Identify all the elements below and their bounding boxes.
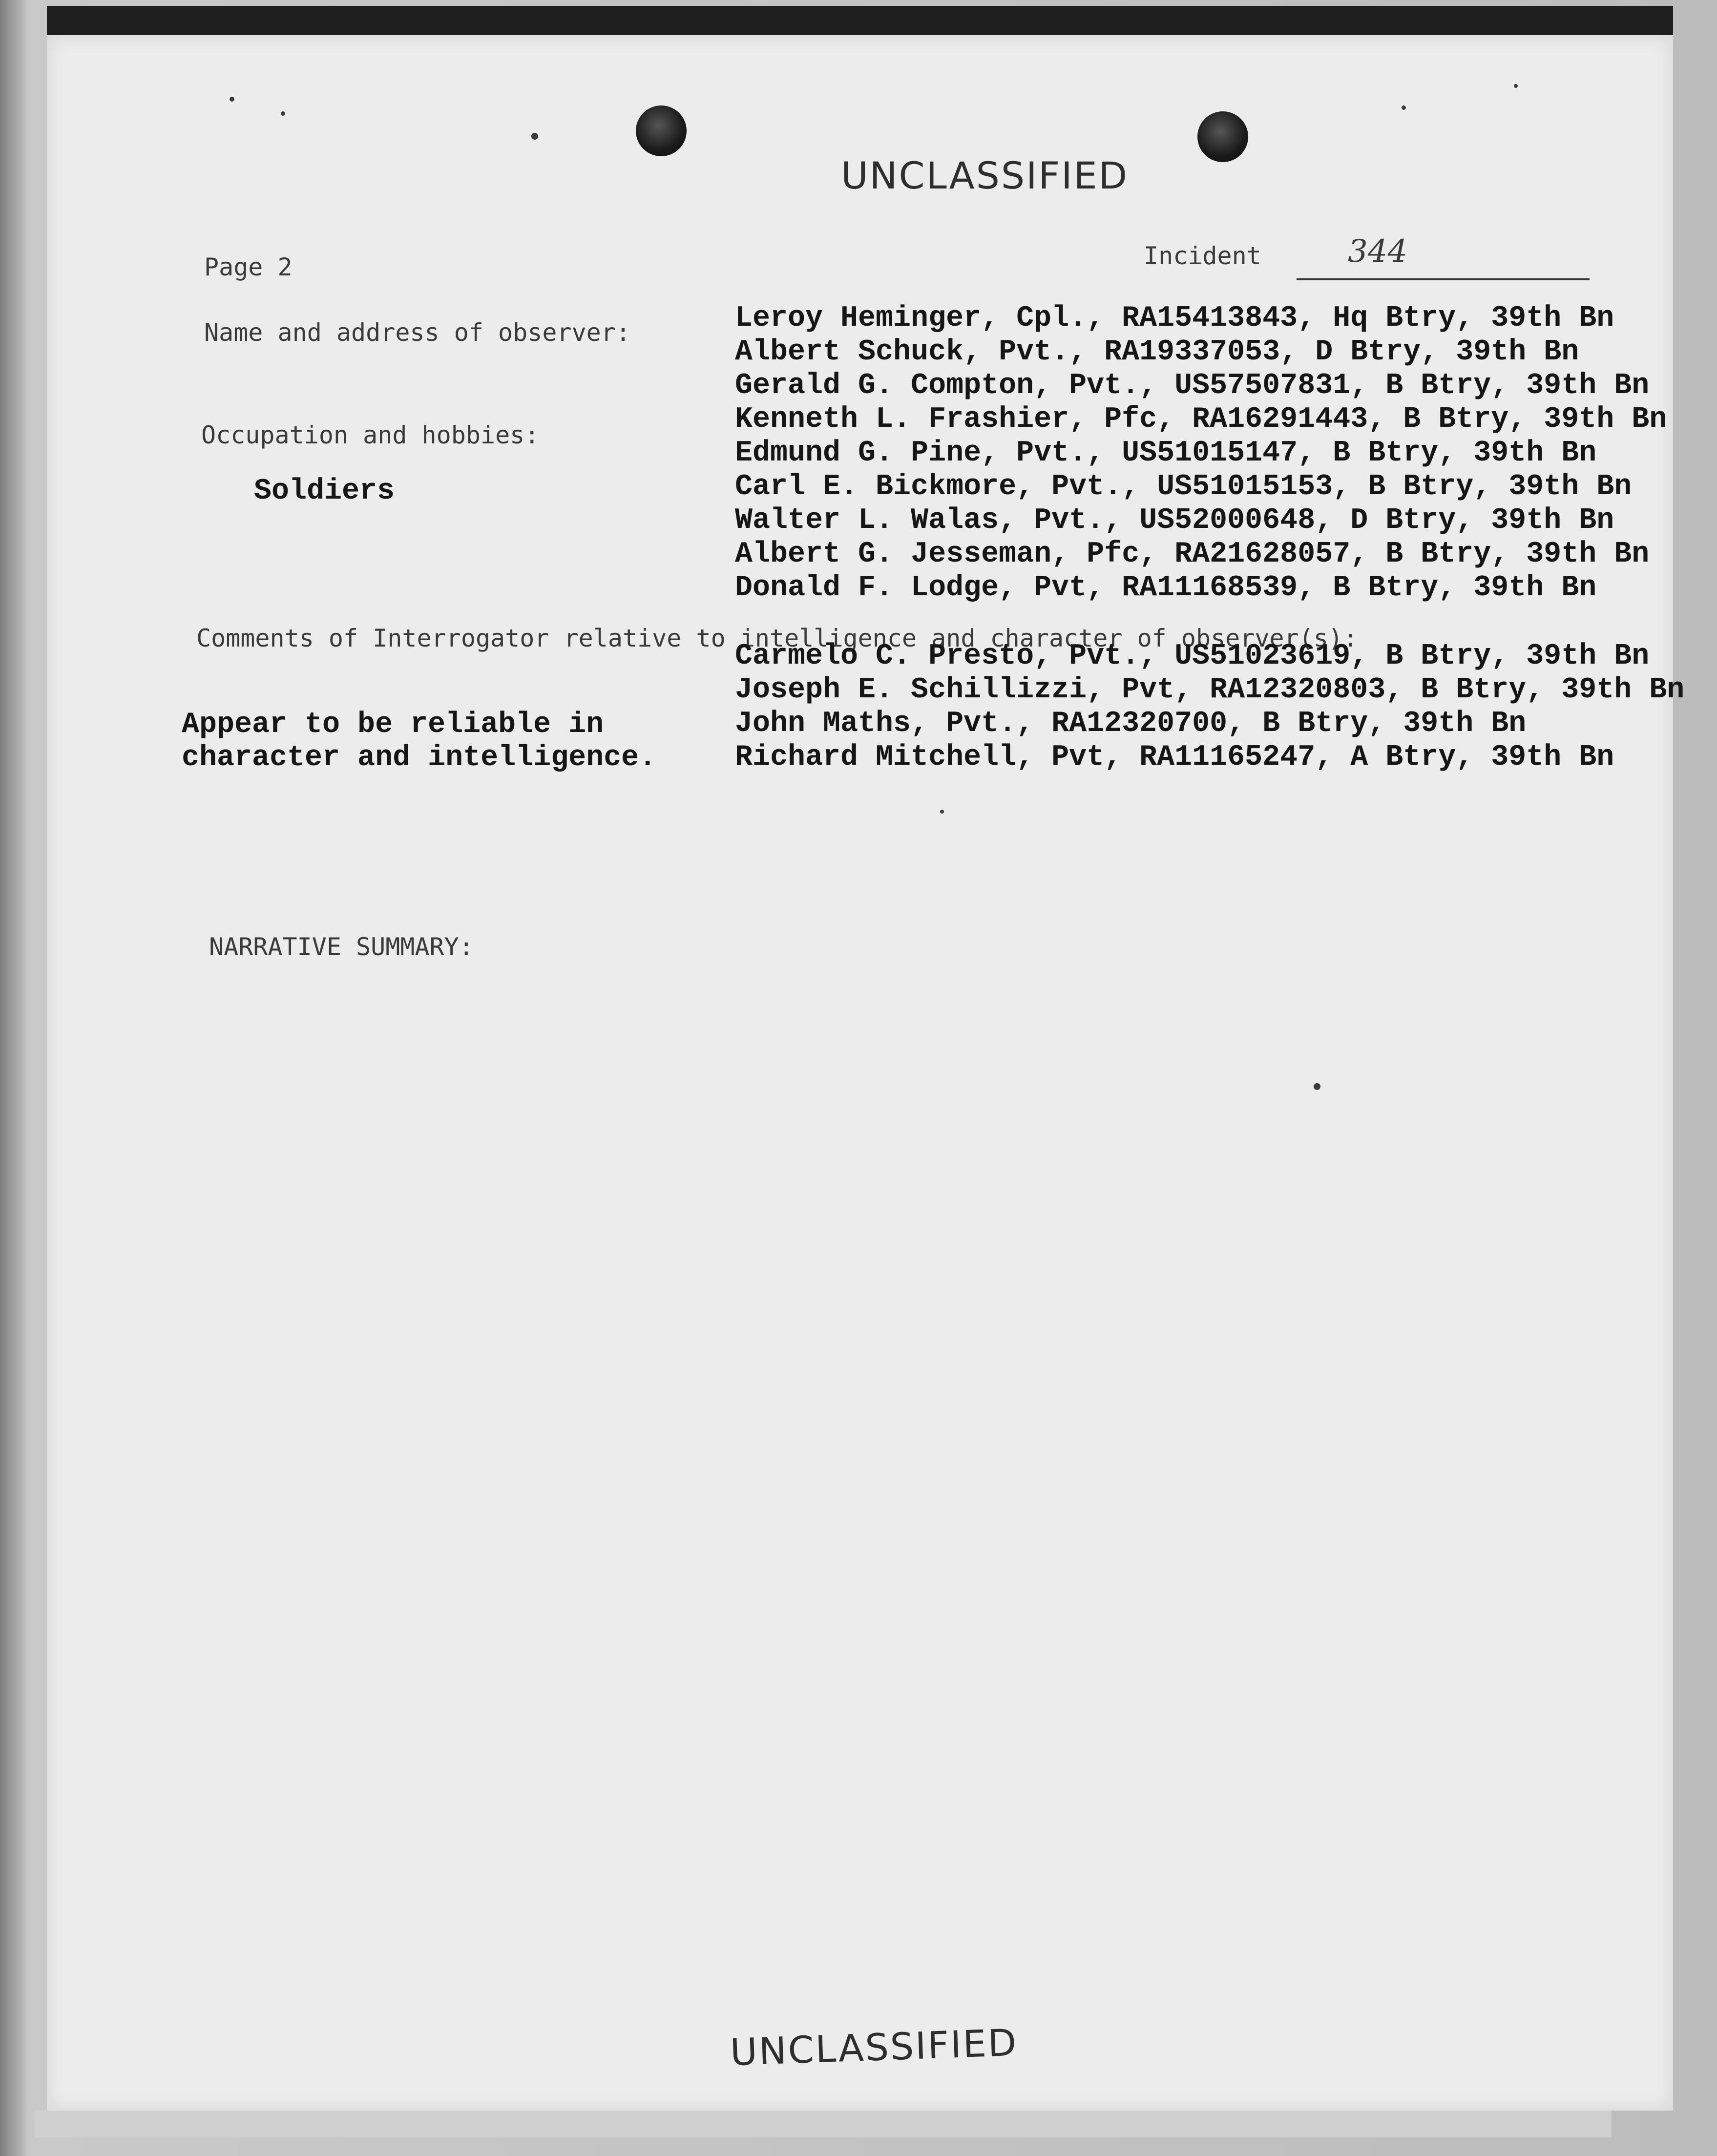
observer-entry: John Maths, Pvt., RA12320700, B Btry, 39th Bn <box>735 707 1527 740</box>
classification-header: UNCLASSIFIED <box>841 154 1129 197</box>
name-address-label: Name and address of observer: <box>204 318 630 347</box>
observer-list-continued <box>735 640 1684 774</box>
observer-entry: Carl E. Bickmore, Pvt., US51015153, B Btry, 39th Bn <box>735 470 1632 503</box>
scan-speck <box>230 97 234 102</box>
observer-entry: Carmelo C. Presto, Pvt., US51023619, B Btry, 39th Bn <box>735 640 1650 673</box>
observer-entry: Gerald G. Compton, Pvt., US57507831, B Btry, 39th Bn <box>735 369 1650 402</box>
incident-number: 344 <box>1348 233 1408 270</box>
observer-entry: Donald F. Lodge, Pvt, RA11168539, B Btry, 39th Bn <box>735 571 1597 605</box>
scan-speck <box>940 810 944 814</box>
scan-speck <box>1402 105 1406 110</box>
comments-label: Comments of Interrogator relative to intelligence and character of observer(s): <box>196 624 1358 652</box>
occupation-value: Soldiers <box>254 475 395 508</box>
observer-entry: Edmund G. Pine, Pvt., US51015147, B Btry, 39th Bn <box>735 437 1597 470</box>
scan-speck <box>1314 1083 1320 1090</box>
punch-hole-right <box>1197 111 1248 162</box>
observer-list <box>735 302 1667 605</box>
scan-speck <box>531 133 538 140</box>
scan-speck <box>1514 84 1518 88</box>
observer-entry: Leroy Heminger, Cpl., RA15413843, Hq Btry, 39th Bn <box>735 302 1614 335</box>
observer-entry: Walter L. Walas, Pvt., US52000648, D Btry, 39th Bn <box>735 504 1614 537</box>
scan-top-edge <box>47 6 1673 36</box>
classification-footer: UNCLASSIFIED <box>729 2020 1019 2074</box>
incident-underline <box>1297 278 1590 280</box>
page-number: Page 2 <box>204 253 293 281</box>
narrative-summary-label: NARRATIVE SUMMARY: <box>209 933 474 961</box>
observer-entry: Richard Mitchell, Pvt, RA11165247, A Btry, 39th Bn <box>735 741 1614 774</box>
punch-hole-left <box>636 105 687 156</box>
scan-bottom-edge <box>34 2111 1612 2137</box>
comments-value-line-1: Appear to be reliable in <box>182 708 604 741</box>
observer-entry: Kenneth L. Frashier, Pfc, RA16291443, B Btry, 39th Bn <box>735 403 1667 436</box>
comments-value-line-2: character and intelligence. <box>182 741 657 774</box>
observer-entry: Joseph E. Schillizzi, Pvt, RA12320803, B Btry, 39th Bn <box>735 673 1685 707</box>
observer-entry: Albert G. Jesseman, Pfc, RA21628057, B Btry, 39th Bn <box>735 538 1650 571</box>
occupation-label: Occupation and hobbies: <box>201 421 540 449</box>
scan-speck <box>281 111 285 116</box>
observer-entry: Albert Schuck, Pvt., RA19337053, D Btry, 39th Bn <box>735 335 1579 369</box>
incident-label: Incident <box>1144 242 1261 270</box>
